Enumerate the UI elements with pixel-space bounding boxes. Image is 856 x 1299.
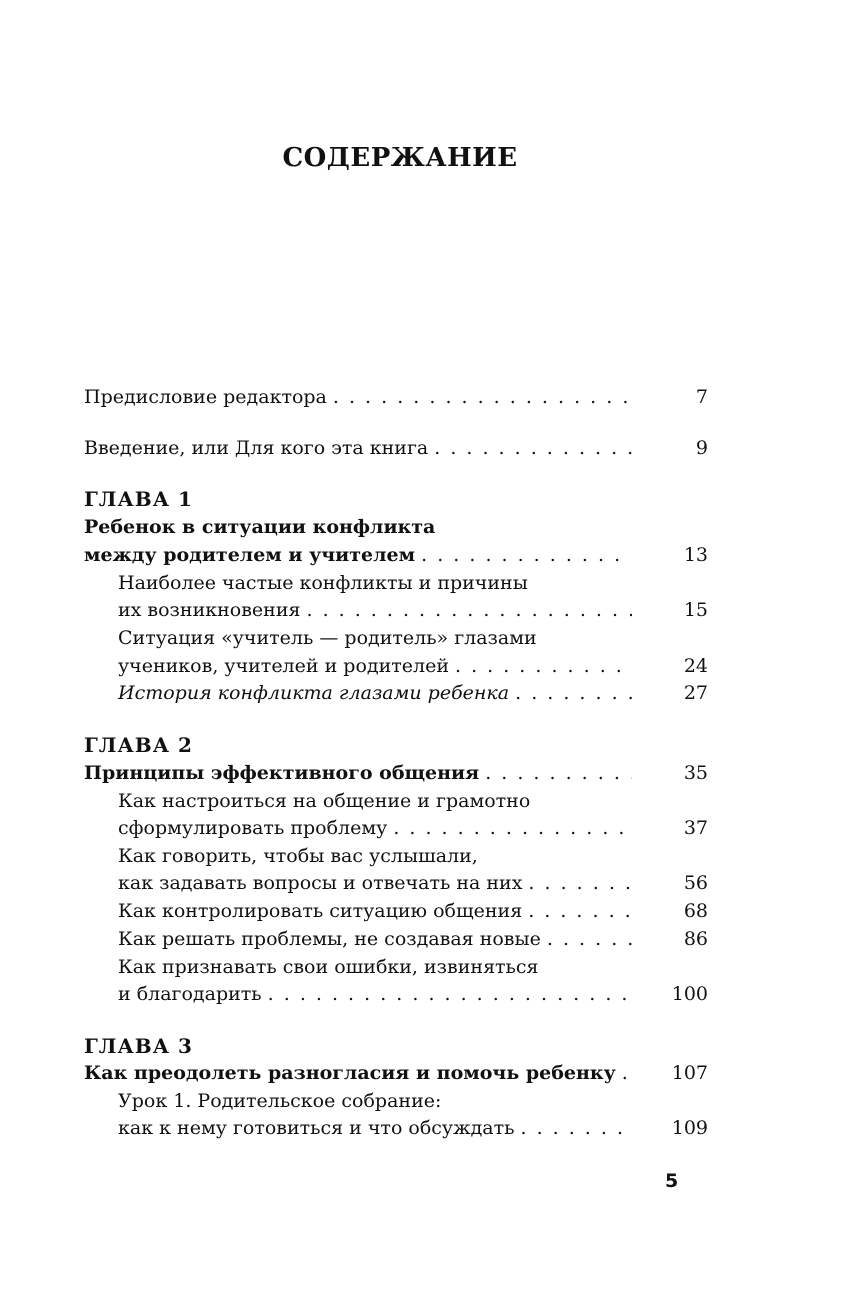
toc-section-3-1-line-2[interactable] [118, 1114, 708, 1142]
toc-entry-text: их возникновения [118, 599, 301, 621]
toc-page-number: 24 [683, 655, 708, 677]
toc-section-2-1-line-2[interactable] [118, 814, 708, 842]
toc-section-1-2-line-2[interactable] [118, 652, 708, 680]
toc-page-number: 37 [683, 817, 708, 839]
dot-leader [393, 814, 632, 842]
dot-leader [528, 897, 632, 925]
toc-entry-text: Ребенок в ситуации конфликта [84, 516, 436, 538]
toc-section-1-1-line-2[interactable] [118, 596, 708, 624]
toc-page-number: 9 [695, 437, 708, 459]
toc-section-2-5-line-2[interactable] [118, 980, 708, 1008]
dot-leader [515, 679, 632, 707]
toc-page-number: 86 [683, 928, 708, 950]
toc-entry-text: Предисловие редактора [84, 386, 327, 408]
dot-leader [268, 980, 632, 1008]
toc-entry-text: как к нему готовиться и что обсуждать [118, 1117, 515, 1139]
toc-section-2-5-line-1[interactable] [118, 953, 708, 981]
toc-entry-text: Как настроиться на общение и грамотно [118, 790, 531, 812]
toc-entry-introduction[interactable] [84, 434, 708, 462]
dot-leader [333, 383, 632, 411]
chapter-1-label: ГЛАВА 1 [84, 487, 193, 511]
dot-leader [306, 596, 632, 624]
toc-entry-text: Ситуация «учитель — родитель» глазами [118, 627, 537, 649]
chapter-1-title-line-2[interactable] [84, 541, 708, 569]
toc-entry-text: Как преодолеть разногласия и помочь ребенку [84, 1062, 616, 1084]
toc-section-2-2-line-1[interactable] [118, 842, 708, 870]
toc-page-number: 27 [683, 682, 708, 704]
toc-entry-text: История конфликта глазами ребенка [118, 682, 510, 704]
page-number-folio: 5 [665, 1170, 679, 1192]
page-title: СОДЕРЖАНИЕ [282, 143, 518, 173]
dot-leader [485, 759, 632, 787]
toc-page-number: 68 [683, 900, 708, 922]
chapter-1-title-line-1[interactable] [84, 513, 708, 541]
toc-entry-text: как задавать вопросы и отвечать на них [118, 872, 523, 894]
toc-entry-text: Как говорить, чтобы вас услышали, [118, 845, 478, 867]
dot-leader [455, 652, 632, 680]
toc-entry-text: сформулировать проблему [118, 817, 388, 839]
toc-section-1-2-line-1[interactable] [118, 624, 708, 652]
dot-leader [520, 1114, 632, 1142]
toc-page-number: 7 [695, 386, 708, 408]
toc-page-number: 13 [683, 544, 708, 566]
toc-section-2-4[interactable] [118, 925, 708, 953]
toc-section-2-2-line-2[interactable] [118, 869, 708, 897]
dot-leader [547, 925, 632, 953]
toc-entry-text: Как признавать свои ошибки, извиняться [118, 956, 539, 978]
chapter-2-label: ГЛАВА 2 [84, 733, 193, 757]
toc-entry-text: Введение, или Для кого эта книга [84, 437, 429, 459]
dot-leader [528, 869, 632, 897]
toc-page-number: 107 [671, 1062, 708, 1084]
toc-section-1-1-line-1[interactable] [118, 569, 708, 597]
chapter-3-title[interactable] [84, 1059, 708, 1087]
dot-leader [434, 434, 632, 462]
toc-entry-text: Урок 1. Родительское собрание: [118, 1090, 442, 1112]
chapter-3-label: ГЛАВА 3 [84, 1034, 193, 1058]
toc-section-3-1-line-1[interactable] [118, 1087, 708, 1115]
dot-leader [622, 1059, 632, 1087]
toc-page-number: 100 [671, 983, 708, 1005]
toc-entry-text: учеников, учителей и родителей [118, 655, 449, 677]
toc-page-number: 35 [683, 762, 708, 784]
toc-entry-text: Принципы эффективного общения [84, 762, 480, 784]
toc-entry-text: между родителем и учителем [84, 544, 416, 566]
toc-entry-text: Как контролировать ситуацию общения [118, 900, 523, 922]
dot-leader [421, 541, 632, 569]
toc-entry-preface[interactable] [84, 383, 708, 411]
chapter-2-title[interactable] [84, 759, 708, 787]
toc-entry-text: Наиболее частые конфликты и причины [118, 572, 528, 594]
toc-section-1-3[interactable] [118, 679, 708, 707]
toc-entry-text: Как решать проблемы, не создавая новые [118, 928, 541, 950]
toc-page-number: 56 [683, 872, 708, 894]
toc-entry-text: и благодарить [118, 983, 262, 1005]
toc-page-number: 15 [683, 599, 708, 621]
toc-section-2-3[interactable] [118, 897, 708, 925]
toc-section-2-1-line-1[interactable] [118, 787, 708, 815]
toc-page-number: 109 [671, 1117, 708, 1139]
